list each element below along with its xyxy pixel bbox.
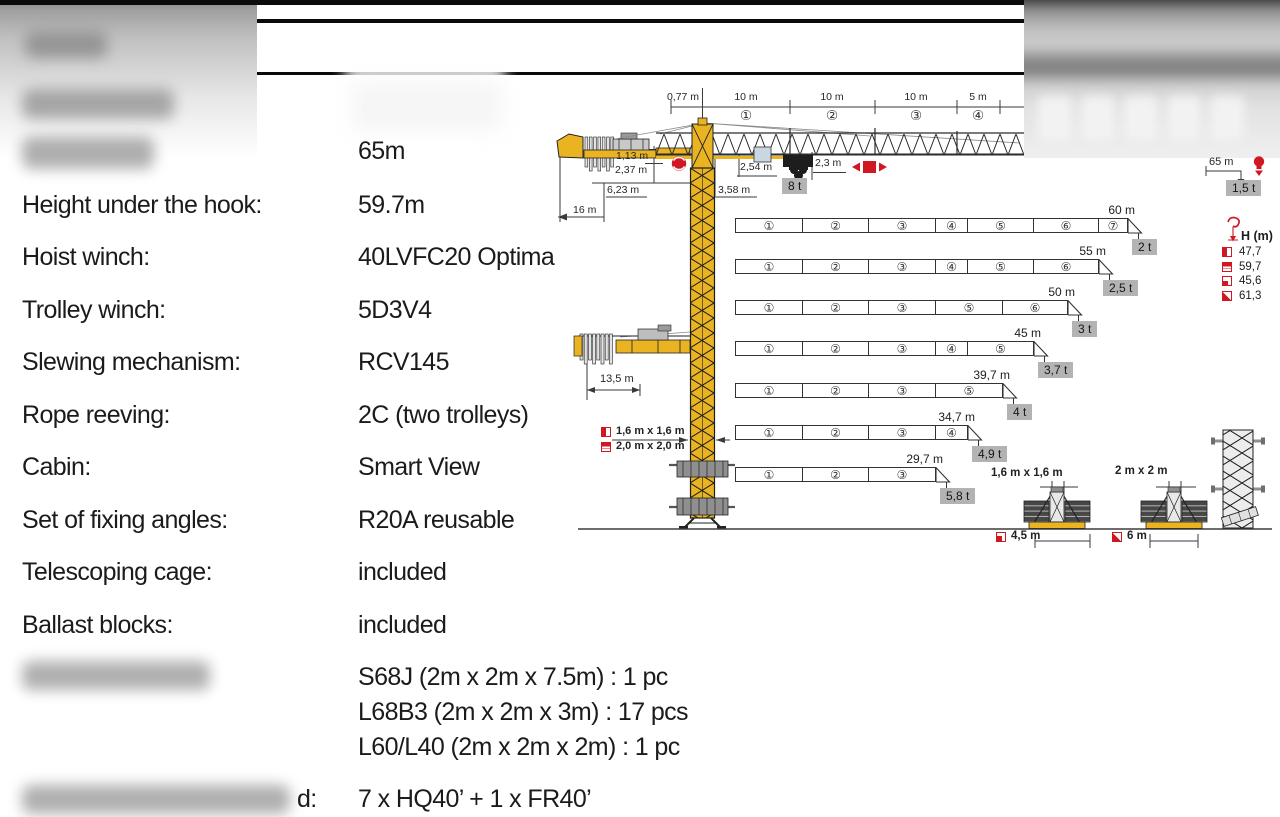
legend-config-icon [1222, 291, 1232, 301]
jib-section-cell: ③ [869, 342, 936, 355]
dim-113: 1,13 m [616, 150, 649, 162]
jib-section-cell: ⑥ [1034, 260, 1099, 273]
jib-section-cell: ⑤ [968, 342, 1034, 355]
jib-section-cell: ⑤ [936, 301, 1003, 314]
jib-dimension-label: 10 m [820, 91, 844, 103]
jib-section-number: ② [825, 108, 839, 124]
jib-section-cell: ① [736, 260, 803, 273]
base-large-width-icon [1112, 532, 1122, 542]
jib-section-number: ③ [909, 108, 923, 124]
jib-section-cell: ③ [869, 384, 936, 397]
jib-section-cell: ⑥ [1034, 219, 1099, 232]
jib-config-bar [735, 383, 1003, 398]
jib-length-label: 29,7 m [906, 451, 943, 466]
jib-section-cell: ⑤ [968, 260, 1034, 273]
jib-dimension-label: 10 m [734, 91, 758, 103]
spec-label: Set of fixing angles: [22, 506, 228, 534]
dim-23: 2,3 m [815, 157, 842, 169]
jib-section-cell: ② [803, 426, 869, 439]
spec-label: d: [297, 785, 317, 813]
spec-value: R20A reusable [358, 506, 515, 534]
jib-section-cell: ② [803, 260, 869, 273]
legend-height-value: 59,7 [1239, 260, 1262, 273]
mast-small-label: 1,6 m x 1,6 m [616, 425, 685, 437]
spec-value: RCV145 [358, 348, 449, 376]
spec-value: 2C (two trolleys) [358, 401, 529, 429]
jib-length-label: 60 m [1108, 202, 1135, 217]
tip-load-badge: 2 t [1132, 239, 1157, 255]
jib-length-label: 55 m [1079, 243, 1106, 258]
jib-length-label: 50 m [1048, 284, 1075, 299]
jib-section-cell: ① [736, 301, 803, 314]
jib-tip [1128, 218, 1144, 240]
jib-section-cell: ② [803, 342, 869, 355]
jib-tip [1034, 341, 1050, 363]
dim-254: 2,54 m [740, 161, 773, 173]
spec-value: S68J (2m x 2m x 7.5m) : 1 pc L68B3 (2m x 2m x 3m) : 17 pcs L60/L40 (2m x 2m x 2m) : 1 pc [358, 663, 688, 761]
spec-label: Trolley winch: [22, 296, 166, 324]
dim-counterjib: 13,5 m [600, 373, 634, 385]
jib-section-cell: ③ [869, 301, 936, 314]
spec-label: Hoist winch: [22, 243, 150, 271]
jib-section-cell: ① [736, 219, 803, 232]
jib-section-cell: ② [803, 384, 869, 397]
jib-tip [968, 425, 984, 447]
mast-large-label: 2,0 m x 2,0 m [616, 440, 685, 452]
jib-tip [1099, 259, 1115, 281]
jib-config-bar [735, 467, 936, 482]
base-large-width-label: 6 m [1127, 530, 1147, 542]
jib-section-cell: ③ [869, 260, 936, 273]
hook-tip-icon [1254, 156, 1264, 176]
mast-large-icon [601, 442, 611, 452]
dim-16: 16 m [573, 204, 597, 216]
jib-section-cell: ③ [869, 468, 936, 481]
hook-height-legend-title: H (m) [1241, 229, 1273, 243]
jib-config-bar [735, 425, 968, 440]
spec-label: Height under the hook: [22, 191, 262, 219]
jib-length-label: 45 m [1014, 325, 1041, 340]
base-small-drawing [1024, 487, 1090, 529]
spec-value: 7 x HQ40’ + 1 x FR40’ [358, 785, 592, 813]
spec-value: 59.7m [358, 191, 425, 219]
spec-value: Smart View [358, 453, 480, 481]
dim-623: 6,23 m [607, 184, 640, 196]
jib-section-number: ④ [971, 108, 985, 124]
jib-section-cell: ① [736, 342, 803, 355]
spec-value: 5D3V4 [358, 296, 432, 324]
jib-section-cell: ② [803, 219, 869, 232]
trolley-drawing [783, 155, 813, 167]
legend-config-icon [1222, 247, 1232, 257]
jib-section-cell: ④ [936, 426, 968, 439]
jib-dimension-label: 10 m [904, 91, 928, 103]
legend-height-value: 45,6 [1239, 275, 1262, 288]
tip-load-badge: 2,5 t [1103, 280, 1138, 296]
legend-height-value: 47,7 [1239, 246, 1262, 258]
counter-jib-side-view [574, 325, 690, 364]
jib-section-cell: ③ [869, 426, 936, 439]
jib-config-bar [735, 341, 1034, 356]
tip-load-badge: 5,8 t [940, 488, 975, 504]
tip-load-badge: 4,9 t [972, 446, 1007, 462]
spec-label: Ballast blocks: [22, 611, 173, 639]
legend-config-icon [1222, 276, 1232, 286]
dim-358: 3,58 m [718, 184, 751, 196]
hook-height-icon [1228, 218, 1239, 242]
slewing-icon [672, 156, 686, 170]
cabin-drawing [754, 147, 771, 162]
dim-237: 2,37 m [615, 164, 648, 176]
jib-drawing [615, 118, 1024, 180]
max-load-badge: 8 t [782, 178, 807, 194]
legend-config-icon [1222, 262, 1232, 272]
jib-section-cell: ④ [936, 219, 968, 232]
spec-label: Telescoping cage: [22, 558, 212, 586]
spec-value: 65m [358, 137, 405, 165]
tip-load-badge: 3 t [1072, 321, 1097, 337]
spec-value: 40LVFC20 Optima [358, 243, 555, 271]
jib-section-cell: ④ [936, 260, 968, 273]
tip-load-badge: 1,5 t [1226, 180, 1261, 196]
jib-config-bar [735, 259, 1099, 274]
jib-config-bar [735, 300, 1068, 315]
legend-height-value: 61,3 [1239, 290, 1262, 303]
tip-load-badge: 4 t [1007, 404, 1032, 420]
jib-section-number: ① [739, 108, 753, 124]
jib-section-cell: ④ [936, 342, 968, 355]
tip-jib-length: 65 m [1209, 156, 1234, 168]
jib-dimension-label: 0,77 m [666, 91, 700, 103]
spec-label: Cabin: [22, 453, 91, 481]
jib-section-cell: ⑥ [1003, 301, 1068, 314]
anchored-tower-section-drawing [1211, 430, 1265, 528]
spec-label: Slewing mechanism: [22, 348, 241, 376]
jib-section-cell: ① [736, 468, 803, 481]
jib-tip [1068, 300, 1084, 322]
base-large-section-label: 2 m x 2 m [1115, 465, 1168, 477]
mast-small-icon [601, 427, 611, 437]
jib-tip [936, 467, 952, 489]
jib-section-cell: ⑤ [936, 384, 1003, 397]
spec-label: Rope reeving: [22, 401, 170, 429]
jib-section-cell: ② [803, 301, 869, 314]
base-small-width-label: 4,5 m [1011, 530, 1041, 542]
jib-length-label: 34,7 m [938, 409, 975, 424]
jib-section-cell: ⑤ [968, 219, 1034, 232]
jib-config-bar [735, 218, 1128, 233]
spec-value: included [358, 558, 447, 586]
spec-value: included [358, 611, 447, 639]
jib-length-label: 39,7 m [973, 367, 1010, 382]
base-small-width-icon [996, 532, 1006, 542]
jib-section-cell: ② [803, 468, 869, 481]
jib-dimension-label: 5 m [969, 91, 987, 103]
jib-section-cell: ⑦ [1099, 219, 1128, 232]
jib-section-cell: ① [736, 426, 803, 439]
jib-section-cell: ① [736, 384, 803, 397]
jib-tip [1003, 383, 1019, 405]
tip-load-badge: 3,7 t [1038, 362, 1073, 378]
base-small-section-label: 1,6 m x 1,6 m [991, 467, 1063, 479]
jib-section-cell: ③ [869, 219, 936, 232]
base-large-drawing [1141, 487, 1207, 529]
trolley-travel-icon [852, 161, 887, 173]
